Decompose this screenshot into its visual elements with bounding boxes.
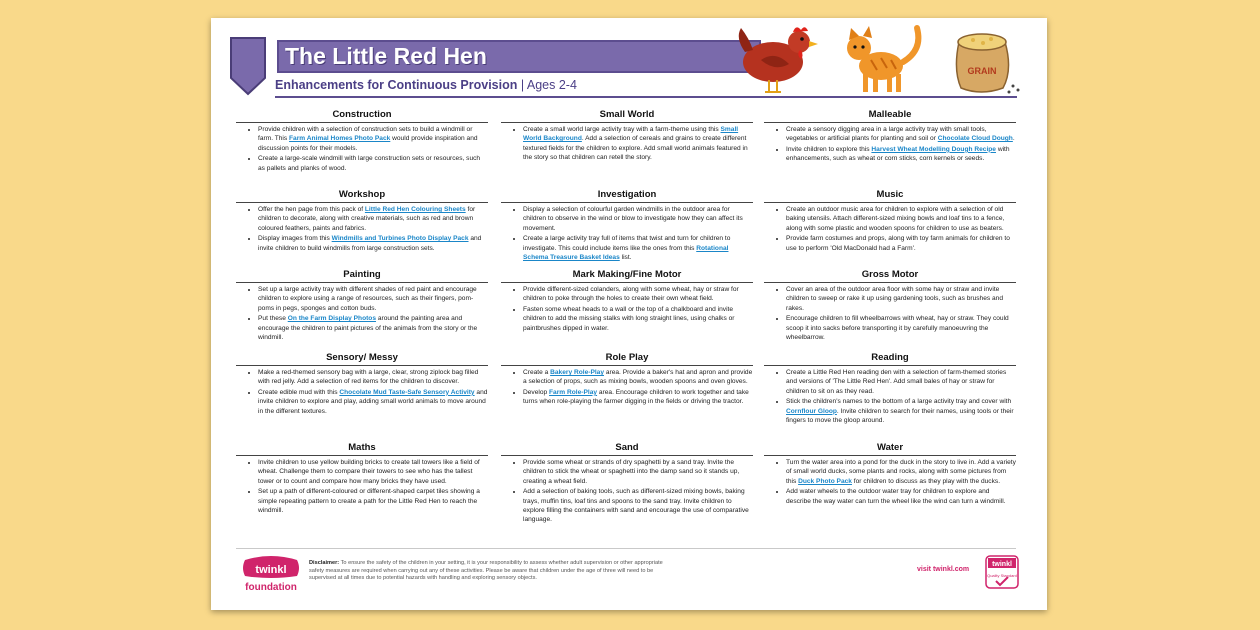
activity-list xyxy=(236,458,488,515)
subtitle xyxy=(275,78,577,92)
section-heading: Painting xyxy=(343,269,381,280)
activity-item xyxy=(786,458,1016,486)
activity-text: for children to decorate, along with creative materials, such as red and brown coloured feathers, paints and fabrics. xyxy=(258,206,476,232)
section-heading: Maths xyxy=(348,442,376,453)
activity-text: Create a xyxy=(523,369,551,376)
activity-item xyxy=(523,285,753,304)
activity-text: Offer the hen page from this pack of xyxy=(258,206,365,213)
activity-item xyxy=(258,285,488,313)
grain-label: GRAIN xyxy=(967,66,997,76)
activity-text: Create a sensory digging area in a large activity tray with small tools, vegetables or artificial plants for planting and soil or xyxy=(786,126,987,143)
activity-text: Encourage children to fill wheelbarrows with wheat, hay or straw. They could scoop it into sacks before transporting it by carefully manoeuvring the wheelbarrow. xyxy=(786,315,1009,342)
section-heading: Sand xyxy=(615,442,639,453)
activity-text: Create a Little Red Hen reading den with a selection of farm-themed stories and versions of 'The Little Red Hen'. Add small bales of hay or straw for children to sit on as they read. xyxy=(786,369,1007,395)
activity-text: around the painting area and encourage the children to paint pictures of the animals from the story or the windmill. xyxy=(258,315,478,342)
section-gross-motor xyxy=(764,268,1016,343)
activity-text: Display images from this xyxy=(258,235,332,243)
resource-link[interactable]: On the Farm Display Photos xyxy=(287,315,377,323)
resource-link[interactable]: Farm Role-Play xyxy=(549,388,598,396)
quality-standard-badge xyxy=(984,554,1020,590)
activity-list xyxy=(501,285,753,333)
activity-item xyxy=(523,368,753,387)
activity-item xyxy=(523,487,753,525)
section-water xyxy=(764,441,1016,507)
resource-link[interactable]: Chocolate Mud Taste-Safe Sensory Activity xyxy=(339,388,475,396)
resource-link[interactable]: Chocolate Cloud Dough xyxy=(937,135,1013,143)
resource-link[interactable]: Duck Photo Pack xyxy=(798,477,852,485)
section-heading: Construction xyxy=(332,109,392,120)
activity-text: . Add a selection of cereals and grains to create different textured fields for the children to explore. Add small world animals featured in the story so that children can retell the story. xyxy=(523,135,748,162)
activity-text: Develop xyxy=(523,388,550,396)
activity-text: . xyxy=(1012,135,1015,143)
section-investigation xyxy=(501,188,753,263)
grain-sack-illustration xyxy=(956,34,1019,94)
activity-item xyxy=(258,388,488,416)
activity-text: Stick the children's names to the bottom of a large activity tray and cover with xyxy=(786,398,1012,406)
section-music xyxy=(764,188,1016,254)
activity-item xyxy=(786,368,1016,396)
activity-item xyxy=(786,125,1016,144)
activity-text: would provide inspiration and discussion points for their models. xyxy=(258,135,478,152)
resource-link[interactable]: Harvest Wheat Modelling Dough Recipe xyxy=(871,145,996,153)
activity-item xyxy=(786,285,1016,313)
page-title: The Little Red Hen xyxy=(285,43,487,69)
section-mark-making xyxy=(501,268,753,334)
twinkl-foundation-logo[interactable] xyxy=(239,556,303,596)
activity-text: Create a large-scale windmill with large construction sets or resources, such as pallets and planks of wood. xyxy=(258,155,481,172)
activity-list xyxy=(764,368,1016,425)
header-divider xyxy=(275,96,1017,98)
activity-text: with enhancements, such as wheat or corn sticks, corn kernels or seeds. xyxy=(786,145,1010,163)
resource-link[interactable]: Rotational Schema Treasure Basket Ideas xyxy=(523,244,729,262)
section-heading: Role Play xyxy=(605,352,649,363)
story-illustrations xyxy=(731,20,1031,96)
section-heading: Gross Motor xyxy=(861,269,919,280)
section-heading: Water xyxy=(876,442,904,453)
section-malleable xyxy=(764,108,1016,165)
activity-item xyxy=(258,314,488,342)
resource-link[interactable]: Small World Background xyxy=(523,126,739,143)
disclaimer xyxy=(309,560,679,583)
logo-text-top: twinkl xyxy=(255,564,287,576)
activity-item xyxy=(523,305,753,333)
activity-text: Create a large activity tray full of items that twist and turn for children to investigate. This could include items like the ones from this xyxy=(523,235,731,252)
resource-link[interactable]: Cornflour Gloop xyxy=(786,407,837,415)
resource-link[interactable]: Bakery Role-Play xyxy=(550,369,605,376)
section-divider xyxy=(236,365,488,366)
activity-text: Provide some wheat or strands of dry spaghetti by a sand tray. Invite the children to stick the wheat or spaghetti into the damp sand so it stands up, creating a wheat field. xyxy=(523,459,740,485)
disclaimer-text: To ensure the safety of the children in your setting, it is your responsibility to assess whether adult supervision or other appropriate safety measures are required when carrying out any of these activities. Please be aware that children under the age of three will need to be supervised at all times due to potential hazards with handling and exploring sensory objects. xyxy=(309,560,663,582)
activity-item xyxy=(786,487,1016,506)
section-divider xyxy=(764,282,1016,283)
section-divider xyxy=(501,122,753,123)
badge-text-top: twinkl xyxy=(992,561,1012,568)
activity-text: area. Encourage children to work together and take turns when role-playing the farmer digging in the fields or driving the tractor. xyxy=(523,388,749,406)
age-range: | Ages 2-4 xyxy=(517,78,577,92)
activity-list xyxy=(764,125,1016,164)
activity-text: Provide farm costumes and props, along with toy farm animals for children to use to perform 'Old MacDonald had a Farm'. xyxy=(786,235,1010,252)
section-sand xyxy=(501,441,753,526)
section-workshop xyxy=(236,188,488,254)
section-maths xyxy=(236,441,488,516)
section-heading: Sensory/ Messy xyxy=(326,352,398,363)
activity-text: Provide different-sized colanders, along with some wheat, hay or straw for children to poke through the holes to create their own wheat field. xyxy=(523,286,739,303)
section-construction xyxy=(236,108,488,174)
activity-list xyxy=(236,125,488,173)
section-divider xyxy=(764,122,1016,123)
section-heading: Music xyxy=(876,189,904,200)
activity-text: Add a selection of baking tools, such as different-sized mixing bowls, baking trays, muffin tins, loaf tins and spoons to the sand tray. Invite children to explore filling the containers with sand and encourage the use of comparative language. xyxy=(523,488,749,524)
activity-list xyxy=(236,205,488,253)
section-heading: Reading xyxy=(871,352,909,363)
section-sensory xyxy=(236,351,488,417)
activity-text: Invite children to explore this xyxy=(786,145,872,153)
section-divider xyxy=(501,455,753,456)
activity-text: and invite children to build windmills from large construction sets. xyxy=(258,235,482,252)
activity-text: Create an outdoor music area for children to explore with a selection of old baking utensils. Attach different-sized mixing bowls and loaf tins to a fence, along with some plastic and wooden spoons for children to use as beaters. xyxy=(786,206,1005,232)
activity-item xyxy=(523,388,753,407)
activity-text: and invite children to explore and play, adding small world animals to move around in the different textures. xyxy=(258,388,488,415)
logo-text-bottom: foundation xyxy=(245,582,297,593)
activity-item xyxy=(786,234,1016,253)
activity-item xyxy=(523,458,753,486)
section-heading: Malleable xyxy=(868,109,912,120)
activity-item xyxy=(786,145,1016,164)
activity-text: . Invite children to search for their names, using tools or their fingers to move the gloop around. xyxy=(786,407,1014,425)
hen-illustration xyxy=(739,27,818,92)
activity-text: Make a red-themed sensory bag with a large, clear, strong ziplock bag filled with red jelly. Add a selection of red items for the children to discover. xyxy=(258,369,479,386)
activity-item xyxy=(258,205,488,233)
activity-list xyxy=(764,205,1016,253)
activity-text: Set up a path of different-coloured or different-shaped carpet tiles showing a simple repeating pattern to create a path for the Little Red Hen to reach the windmill. xyxy=(258,488,480,515)
resource-link[interactable]: Farm Animal Homes Photo Pack xyxy=(289,135,391,143)
title-banner xyxy=(277,40,761,73)
activity-text: Fasten some wheat heads to a wall or the top of a chalkboard and invite children to add the missing stalks with long straight lines, using chalks or paintbrushes dipped in water. xyxy=(523,305,735,332)
activity-list xyxy=(501,458,753,525)
activity-text: area. Provide a baker's hat and apron and provide a selection of props, such as mixing bowls, wooden spoons and oven gloves. xyxy=(523,369,753,386)
activity-list xyxy=(764,285,1016,342)
activity-list xyxy=(501,205,753,262)
activity-item xyxy=(523,205,753,233)
activity-item xyxy=(786,205,1016,233)
section-divider xyxy=(501,365,753,366)
section-heading: Investigation xyxy=(597,189,657,200)
activity-list xyxy=(501,125,753,163)
activity-item xyxy=(258,154,488,173)
subtitle-text: Enhancements for Continuous Provision xyxy=(275,78,518,92)
activity-item xyxy=(786,397,1016,425)
website-link[interactable]: visit twinkl.com xyxy=(917,566,970,573)
activity-sheet xyxy=(211,18,1047,610)
activity-item xyxy=(523,125,753,163)
resource-link[interactable]: Windmills and Turbines Photo Display Pack xyxy=(331,235,469,243)
section-small-world xyxy=(501,108,753,164)
activity-item xyxy=(786,314,1016,342)
activity-text: Put these xyxy=(258,315,288,323)
section-reading xyxy=(764,351,1016,426)
activity-text: Set up a large activity tray with different shades of red paint and encourage children to explore using a range of resources, such as their fingers, pom-poms in pegs, sponges and cotton buds. xyxy=(258,286,477,312)
activity-text: Display a selection of colourful garden windmills in the outdoor area for children to observe in the wind or blow to investigate how they can affect its movement. xyxy=(523,206,743,232)
section-heading: Workshop xyxy=(338,189,386,200)
section-painting xyxy=(236,268,488,343)
activity-text: Cover an area of the outdoor area floor with some hay or straw and invite children to sweep or rake it up using gardening tools, such as brushes and rakes. xyxy=(786,286,1003,312)
activity-item xyxy=(258,487,488,515)
section-divider xyxy=(236,122,488,123)
section-divider xyxy=(764,365,1016,366)
section-divider xyxy=(236,202,488,203)
activity-item xyxy=(258,458,488,486)
activity-text: for children to discuss as they play with the ducks. xyxy=(851,477,1001,485)
activity-text: Invite children to use yellow building bricks to create tall towers like a field of wheat. Challenge them to compare their towers to see who has the tallest tower or to count and compare how many bricks they have used. xyxy=(258,459,480,485)
activity-text: Add water wheels to the outdoor water tray for children to explore and describe the way water can turn the wheel like the wind can turn a windmill. xyxy=(786,488,1006,505)
section-heading: Mark Making/Fine Motor xyxy=(572,269,682,280)
activity-text: Create edible mud with this xyxy=(258,388,340,396)
activity-list xyxy=(764,458,1016,506)
activity-list xyxy=(501,368,753,407)
resource-link[interactable]: Little Red Hen Colouring Sheets xyxy=(364,206,466,213)
section-heading: Small World xyxy=(599,109,655,120)
cat-illustration xyxy=(847,26,918,92)
activity-item xyxy=(258,368,488,387)
section-divider xyxy=(764,455,1016,456)
activity-text: Turn the water area into a pond for the duck in the story to live in. Add a variety of small world ducks, some plants and rocks, along with some pictures from this xyxy=(786,459,1016,485)
section-divider xyxy=(764,202,1016,203)
footer-divider xyxy=(236,548,1016,549)
activity-list xyxy=(236,285,488,342)
section-divider xyxy=(501,282,753,283)
section-divider xyxy=(501,202,753,203)
activity-text: Create a small world large activity tray with a farm-theme using this xyxy=(523,126,721,133)
activity-text: Provide children with a selection of construction sets to build a windmill or farm. This xyxy=(258,126,473,143)
section-divider xyxy=(236,455,488,456)
section-divider xyxy=(236,282,488,283)
activity-item xyxy=(523,234,753,262)
activity-list xyxy=(236,368,488,416)
activity-item xyxy=(258,234,488,253)
activity-text: list. xyxy=(619,254,632,262)
section-role-play xyxy=(501,351,753,408)
badge-text-bottom: Quality Standard xyxy=(987,573,1017,578)
bookmark-icon xyxy=(229,36,267,96)
disclaimer-label: Disclaimer: xyxy=(309,560,340,566)
activity-item xyxy=(258,125,488,153)
